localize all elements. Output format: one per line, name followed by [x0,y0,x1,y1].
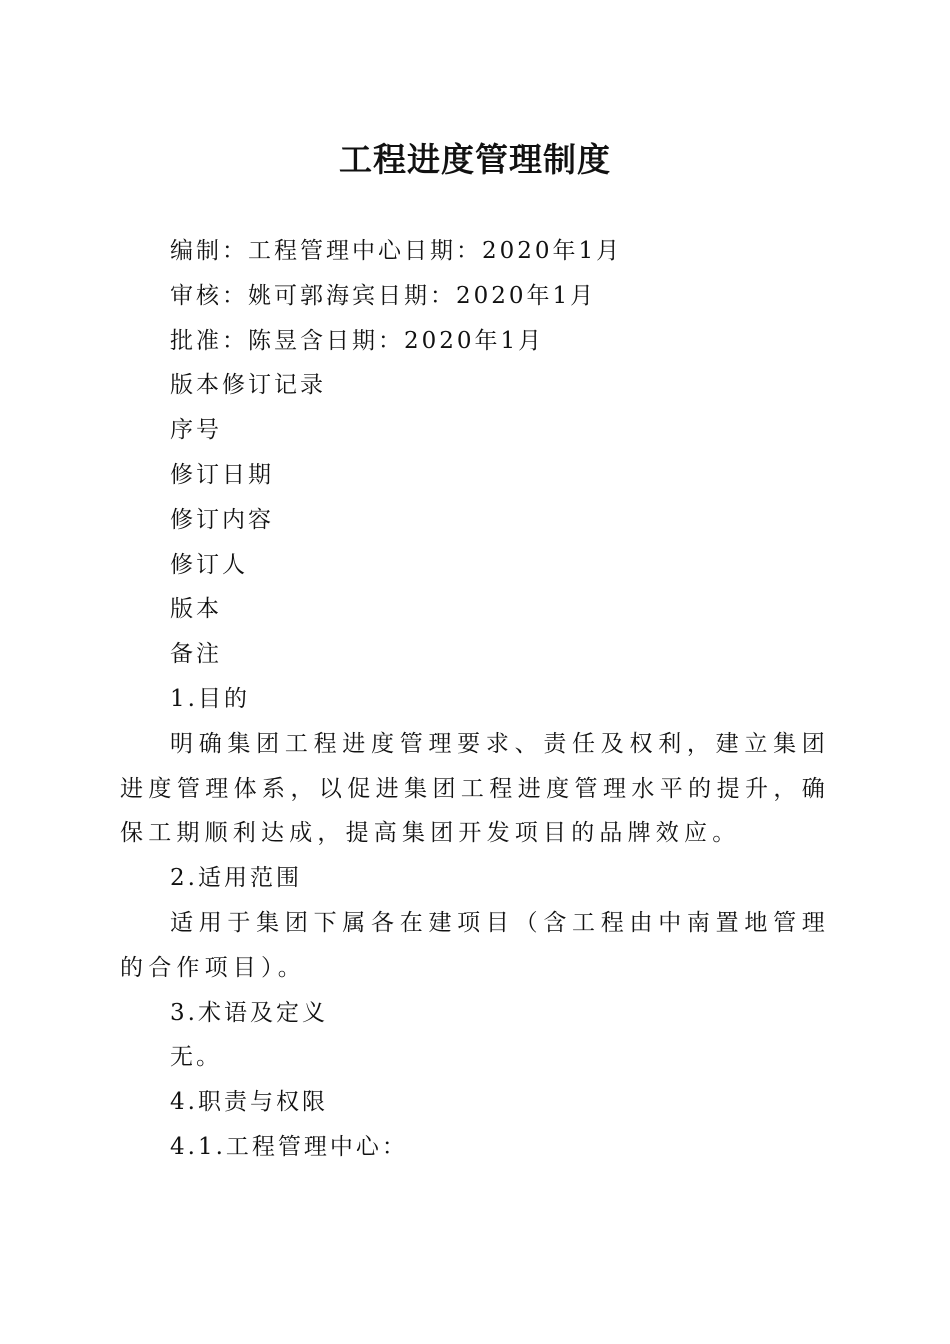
revision-column-content: 修订内容 [170,506,274,533]
purpose-heading: 1.目的 [170,685,250,712]
revision-column-reviser: 修订人 [170,551,248,578]
revision-column-remarks: 备注 [170,641,222,668]
terms-heading: 3.术语及定义 [170,999,328,1026]
duties-heading: 4.职责与权限 [170,1089,328,1116]
scope-heading: 2.适用范围 [170,865,302,892]
revision-column-sequence: 序号 [170,417,222,444]
duties-subheading: 4.1.工程管理中心： [170,1133,408,1160]
approved-by-line: 批准：陈昱含日期：2020年1月 [170,327,545,354]
terms-paragraph: 无。 [170,1044,222,1071]
reviewed-by-line: 审核：姚可郭海宾日期：2020年1月 [170,282,597,309]
revision-record-heading: 版本修订记录 [170,372,326,399]
revision-column-date: 修订日期 [170,461,274,488]
document-title: 工程进度管理制度 [339,140,611,179]
scope-paragraph: 适用于集团下属各在建项目（含工程由中南置地管理的合作项目）。 [120,909,830,981]
revision-column-version: 版本 [170,596,222,623]
purpose-paragraph: 明确集团工程进度管理要求、责任及权利，建立集团进度管理体系，以促进集团工程进度管理水平的提升，确保工期顺利达成，提高集团开发项目的品牌效应。 [120,730,830,847]
document-body [120,229,830,1170]
compiled-by-line: 编制：工程管理中心日期：2020年1月 [170,238,623,264]
